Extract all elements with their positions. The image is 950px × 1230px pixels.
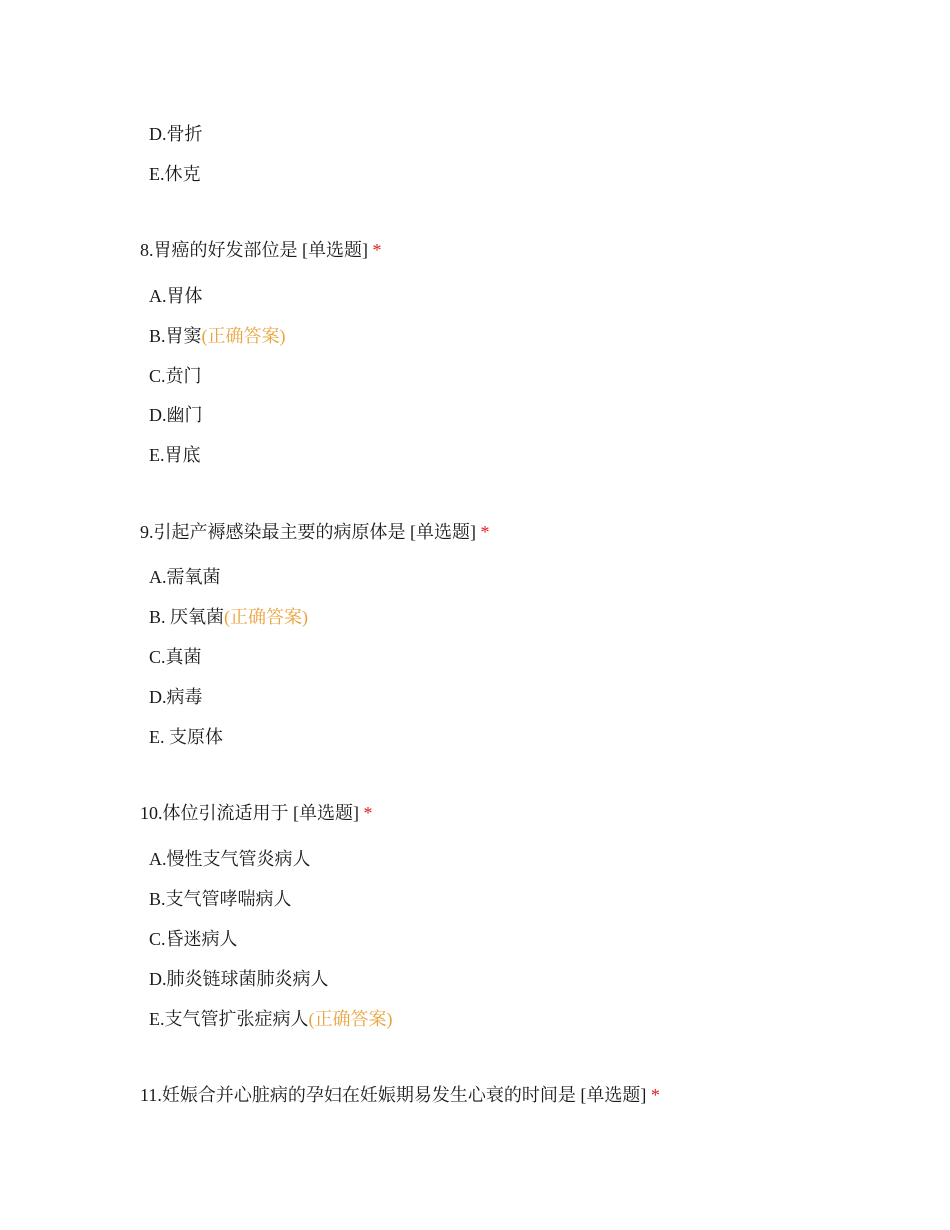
q9-option-b bbox=[149, 606, 308, 628]
q8-option-d bbox=[149, 404, 203, 426]
option-text: E. 支原体 bbox=[149, 727, 223, 747]
q8-option-a bbox=[149, 285, 203, 307]
option-text: C.昏迷病人 bbox=[149, 929, 238, 949]
question-text: 8.胃癌的好发部位是 [单选题] bbox=[140, 240, 368, 260]
question-11-title bbox=[140, 1084, 660, 1106]
option-text: E.休克 bbox=[149, 164, 201, 184]
q8-option-c bbox=[149, 365, 202, 387]
correct-answer-tag: (正确答案) bbox=[308, 1009, 393, 1029]
correct-answer-tag: (正确答案) bbox=[201, 326, 286, 346]
option-text: D.骨折 bbox=[149, 124, 203, 144]
required-star: * bbox=[480, 522, 490, 542]
option-text: B.胃窦 bbox=[149, 326, 202, 346]
prev-option-e bbox=[149, 163, 201, 185]
option-text: B.支气管哮喘病人 bbox=[149, 889, 292, 909]
option-text: D.肺炎链球菌肺炎病人 bbox=[149, 969, 329, 989]
question-8-title bbox=[140, 239, 382, 261]
question-text: 9.引起产褥感染最主要的病原体是 [单选题] bbox=[140, 522, 476, 542]
option-text: A.需氧菌 bbox=[149, 567, 221, 587]
required-star: * bbox=[650, 1085, 660, 1105]
q10-option-b bbox=[149, 888, 292, 910]
question-text: 11.妊娠合并心脏病的孕妇在妊娠期易发生心衰的时间是 [单选题] bbox=[140, 1085, 647, 1105]
option-text: B. 厌氧菌 bbox=[149, 607, 225, 627]
option-text: D.幽门 bbox=[149, 405, 203, 425]
q10-option-c bbox=[149, 928, 238, 950]
q9-option-d bbox=[149, 686, 203, 708]
prev-option-d bbox=[149, 123, 203, 145]
option-text: A.慢性支气管炎病人 bbox=[149, 849, 311, 869]
option-text: E.胃底 bbox=[149, 445, 201, 465]
correct-answer-tag: (正确答案) bbox=[224, 607, 309, 627]
option-text: C.真菌 bbox=[149, 647, 202, 667]
q10-option-a bbox=[149, 848, 311, 870]
question-text: 10.体位引流适用于 [单选题] bbox=[140, 803, 359, 823]
required-star: * bbox=[372, 240, 382, 260]
required-star: * bbox=[363, 803, 373, 823]
q9-option-e bbox=[149, 726, 223, 748]
q9-option-c bbox=[149, 646, 202, 668]
q10-option-e bbox=[149, 1008, 393, 1030]
option-text: C.贲门 bbox=[149, 366, 202, 386]
option-text: A.胃体 bbox=[149, 286, 203, 306]
question-10-title bbox=[140, 802, 373, 824]
option-text: E.支气管扩张症病人 bbox=[149, 1009, 309, 1029]
q8-option-e bbox=[149, 444, 201, 466]
question-9-title bbox=[140, 521, 490, 543]
option-text: D.病毒 bbox=[149, 687, 203, 707]
q9-option-a bbox=[149, 566, 221, 588]
q8-option-b bbox=[149, 325, 286, 347]
q10-option-d bbox=[149, 968, 329, 990]
